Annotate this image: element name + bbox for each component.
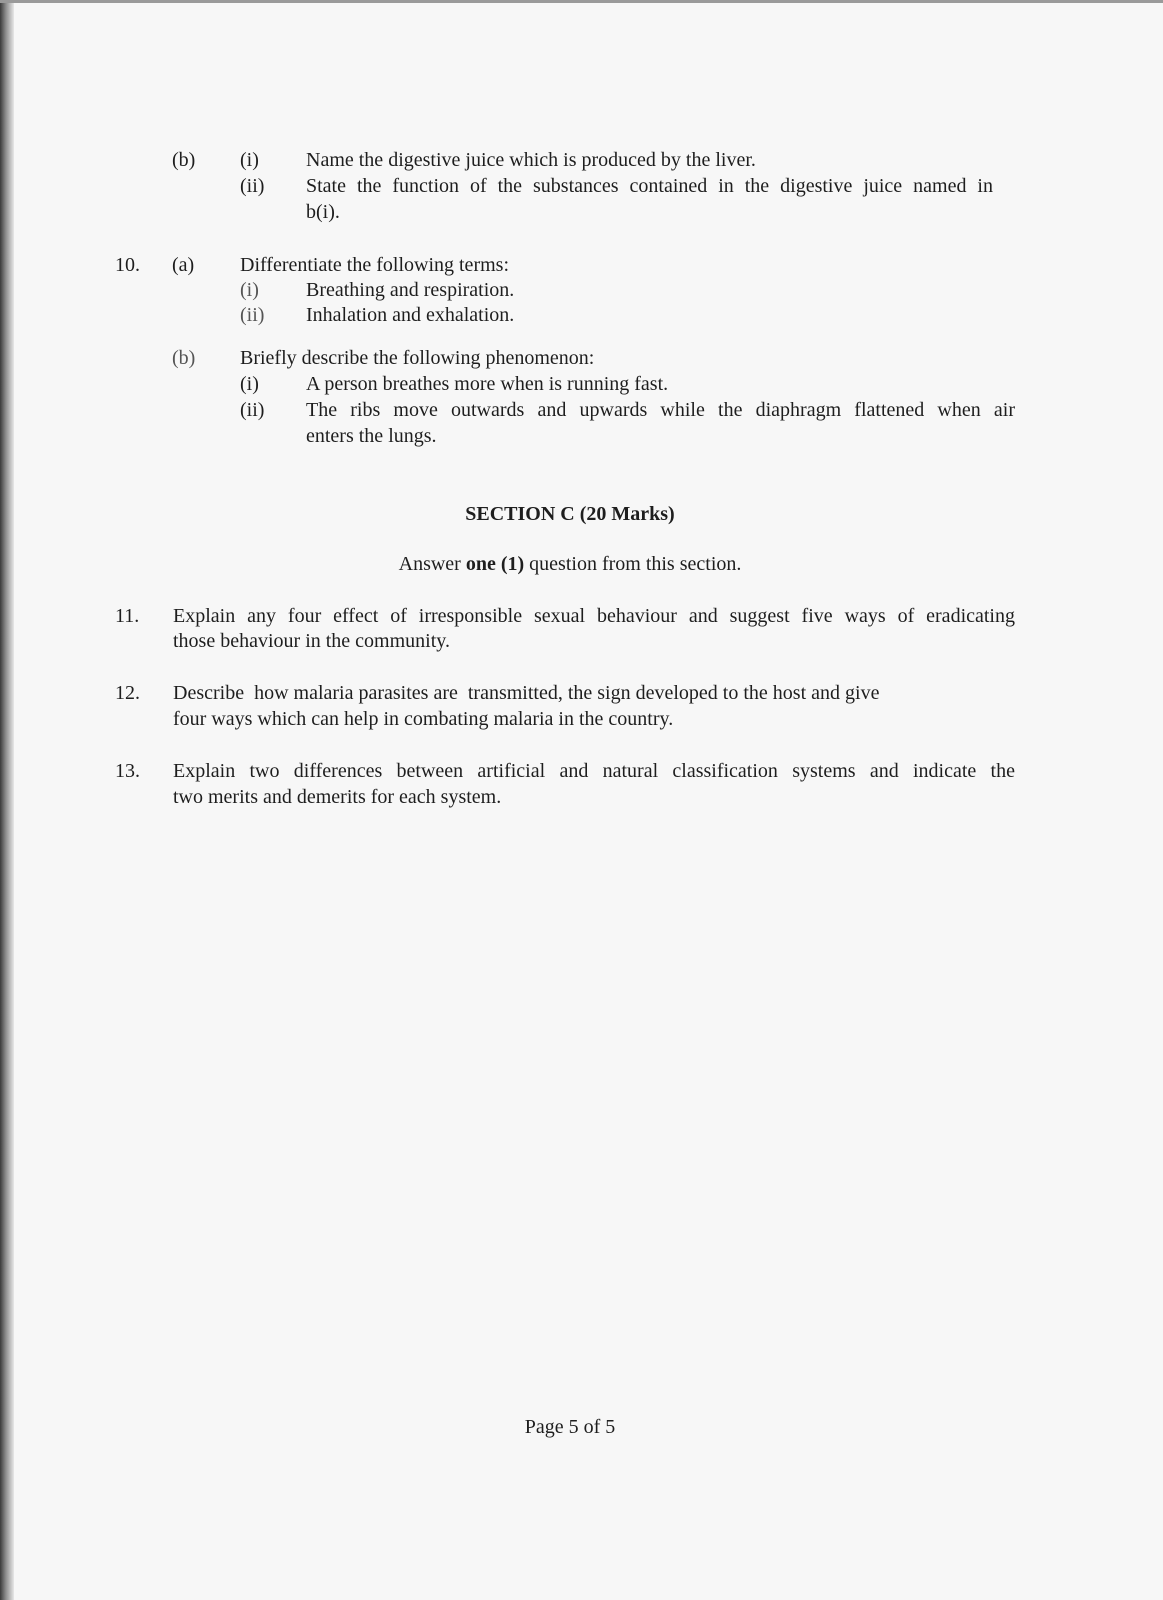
q13-line2: two merits and demerits for each system. (173, 786, 502, 808)
q10a-stem: Differentiate the following terms: (240, 254, 509, 276)
q10b-ii-num: (ii) (240, 399, 265, 421)
q11-line1: Explain any four effect of irresponsible sexual behaviour and suggest five ways of eradicating (173, 605, 1015, 627)
page-number: Page 5 of 5 (524, 1416, 616, 1438)
q10b-label: (b) (172, 347, 196, 369)
scan-top-edge (0, 0, 1163, 3)
q9b-ii-num: (ii) (240, 175, 265, 197)
q10a-ii-text: Inhalation and exhalation. (306, 304, 515, 326)
q12-line1: Describe how malaria parasites are transmitted, the sign developed to the host and give (173, 682, 880, 704)
q9b-label: (b) (172, 149, 196, 171)
scan-shadow (0, 0, 14, 1600)
q12-line2: four ways which can help in combating malaria in the country. (173, 708, 674, 730)
instr-bold: one (1) (465, 553, 525, 575)
q10b-i-text: A person breathes more when is running fast. (306, 373, 669, 395)
q13-number: 13. (115, 760, 140, 782)
q10b-i-num: (i) (240, 373, 259, 395)
q10a-ii-num: (ii) (240, 304, 265, 326)
q11-line2: those behaviour in the community. (173, 630, 450, 652)
q13-line1: Explain two differences between artificial and natural classification systems and indicate the (173, 760, 1015, 782)
q9b-i-num: (i) (240, 149, 259, 171)
q11-number: 11. (115, 605, 140, 627)
section-c-instructions (0, 552, 1140, 576)
q10a-i-num: (i) (240, 279, 259, 301)
section-c-title: SECTION C (20 Marks) (465, 503, 675, 525)
q9b-ii-text: State the function of the substances contained in the digestive juice named in (306, 175, 993, 197)
q10b-ii-cont: enters the lungs. (306, 425, 437, 447)
q10b-ii-text: The ribs move outwards and upwards while the diaphragm flattened when air (306, 399, 1015, 421)
instr-pre: Answer (398, 553, 466, 575)
instr-post: question from this section. (524, 553, 742, 575)
q10b-stem: Briefly describe the following phenomenon: (240, 347, 595, 369)
q10a-i-text: Breathing and respiration. (306, 279, 515, 301)
q12-number: 12. (115, 682, 140, 704)
q10-number: 10. (115, 254, 140, 276)
q10a-label: (a) (172, 254, 195, 276)
q9b-i-text: Name the digestive juice which is produced by the liver. (306, 149, 756, 171)
q9b-ii-cont: b(i). (306, 201, 340, 223)
